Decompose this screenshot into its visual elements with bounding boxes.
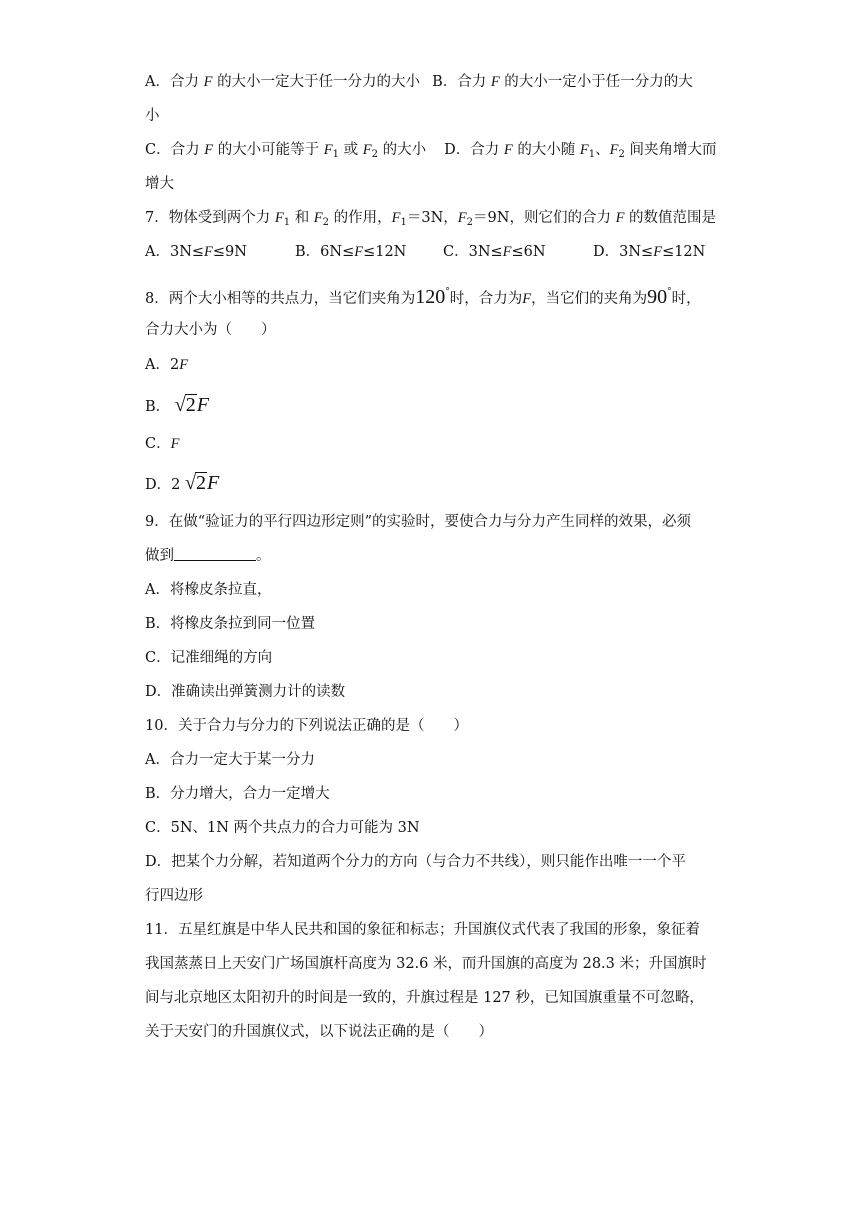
q8-option-b[interactable]: B． √2F: [145, 394, 209, 416]
q6-option-d-cont: 增大: [145, 176, 174, 192]
q9-stem: 9．在做“验证力的平行四边形定则”的实验时，要使合力与分力产生同样的效果，必须: [145, 514, 692, 530]
q6-line-cd: [145, 140, 717, 160]
q10-option-b[interactable]: B．分力增大，合力一定增大: [145, 786, 330, 802]
q9-option-d[interactable]: D．准确读出弹簧测力计的读数: [145, 684, 346, 700]
q6-option-a[interactable]: A．合力 F 的大小一定大于任一分力的大小: [145, 74, 421, 90]
q10-option-a[interactable]: A．合力一定大于某一分力: [145, 752, 315, 768]
answer-blank[interactable]: [174, 546, 256, 561]
q7-option-b[interactable]: B．6N≤F≤12N: [295, 244, 407, 260]
q6-option-b[interactable]: B．合力 F 的大小一定小于任一分力的大: [432, 74, 693, 90]
q9-option-c[interactable]: C．记准细绳的方向: [145, 650, 273, 666]
q9-stem-cont: 做到 。: [145, 548, 271, 564]
q8-option-a[interactable]: A．2F: [145, 357, 189, 373]
q10-option-c[interactable]: C．5N、1N 两个共点力的合力可能为 3N: [145, 820, 420, 836]
q8-stem: 8．两个大小相等的共点力，当它们夹角为120°时，合力为F，当它们的夹角为90°时，: [145, 286, 701, 308]
q10-stem: 10．关于合力与分力的下列说法正确的是（ ）: [145, 718, 468, 734]
q10-option-d-cont: 行四边形: [145, 888, 203, 904]
q10-option-d[interactable]: D．把某个力分解，若知道两个分力的方向（与合力不共线），则只能作出唯一一个平: [145, 854, 686, 870]
q9-option-b[interactable]: B．将橡皮条拉到同一位置: [145, 616, 316, 632]
sqrt-expression: √2F: [174, 394, 209, 416]
q8-option-d[interactable]: D．2 √2F: [145, 472, 220, 494]
q11-stem-line-2: 我国蒸蒸日上天安门广场国旗杆高度为 32.6 米，而升国旗的高度为 28.3 米；升国旗时: [145, 956, 707, 972]
q6-option-b-cont: 小: [145, 108, 160, 124]
sqrt-expression: √2F: [184, 472, 220, 494]
q7-options: [145, 242, 705, 262]
q11-stem-line-4: 关于天安门的升国旗仪式，以下说法正确的是（ ）: [145, 1024, 493, 1040]
q6-line-ab: [145, 72, 693, 92]
q7-option-a[interactable]: A．3N≤F≤9N: [145, 244, 247, 260]
q7-stem: 7．物体受到两个力 $F_1$ 和 $F_2$ 的作用，$F_1=3N$，$F_2=9N$，则它们的合力 F 的数值范围是: [145, 210, 717, 228]
q9-option-a[interactable]: A．将橡皮条拉直，: [145, 582, 272, 598]
q6-option-d[interactable]: D．合力 F 的大小随 $F_1$、$F_2$ 间夹角增大而: [444, 142, 717, 160]
q7-option-d[interactable]: D．3N≤F≤12N: [593, 244, 706, 260]
q11-stem-line-3: 间与北京地区太阳初升的时间是一致的，升旗过程是 127 秒，已知国旗重量不可忽略，: [145, 990, 704, 1006]
q11-stem-line-1: 11．五星红旗是中华人民共和国的象征和标志；升国旗仪式代表了我国的形象，象征着: [145, 922, 700, 938]
q6-option-c[interactable]: C．合力 F 的大小可能等于 $F_1$ 或 $F_2$ 的大小: [145, 142, 427, 160]
q7-option-c[interactable]: C．3N≤F≤6N: [443, 244, 546, 260]
q8-option-c[interactable]: C．F: [145, 436, 180, 452]
q8-stem-cont: 合力大小为（ ）: [145, 322, 276, 338]
